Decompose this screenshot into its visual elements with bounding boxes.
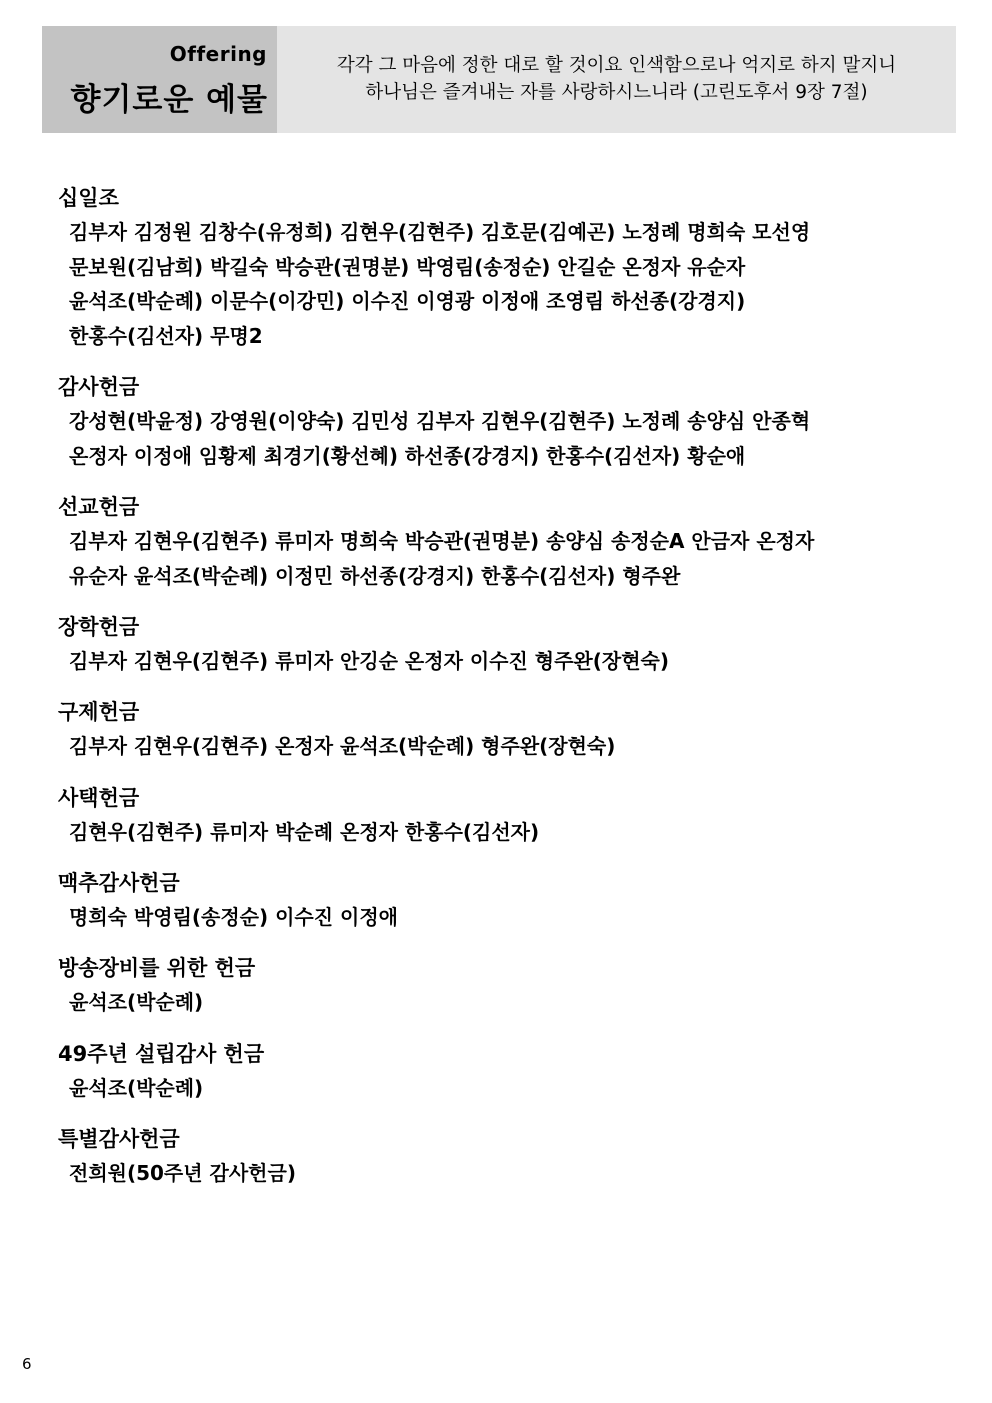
donor-list (58, 815, 928, 850)
donor-line: 김부자 김현우(김현주) 류미자 명희숙 박승관(권명분) 송양심 송정순A 안금자 온정자 (69, 529, 815, 553)
section-title: 장학헌금 (58, 615, 140, 639)
donor-list (58, 729, 928, 764)
donor-line: 윤석조(박순례) (69, 990, 204, 1014)
section-title: 선교헌금 (58, 495, 140, 519)
page-header (42, 26, 956, 133)
donor-line: 전희원(50주년 감사헌금) (69, 1161, 296, 1185)
header-title-english: Offering (169, 42, 267, 66)
header-title-korean: 향기로운 예물 (70, 82, 268, 118)
donor-list (58, 985, 928, 1020)
donor-line: 윤석조(박순례) (69, 1076, 204, 1100)
donor-line: 한홍수(김선자) 무명2 (69, 323, 263, 348)
donor-line: 명희숙 박영림(송정순) 이수진 이정애 (69, 905, 398, 929)
donor-line: 문보원(김남희) 박길숙 박승관(권명분) 박영림(송정순) 안길순 온정자 유순자 (69, 254, 746, 279)
section-broadcast-equipment (58, 951, 928, 1020)
section-scholarship (58, 610, 928, 679)
donor-list (58, 1071, 928, 1106)
donor-list (58, 1156, 928, 1191)
section-harvest-thanksgiving (58, 866, 928, 935)
section-title: 사택헌금 (58, 786, 140, 810)
donor-line: 김현우(김현주) 류미자 박순례 온정자 한홍수(김선자) (69, 820, 540, 844)
donor-list (58, 524, 928, 593)
section-title: 구제헌금 (58, 700, 140, 724)
section-title: 특별감사헌금 (58, 1127, 180, 1151)
section-title: 감사헌금 (58, 375, 140, 399)
donor-line: 김부자 김현우(김현주) 류미자 안깅순 온정자 이수진 형주완(장현숙) (69, 649, 669, 673)
donor-line: 온정자 이정애 임황제 최경기(황선혜) 하선종(강경지) 한홍수(김선자) 황순애 (69, 443, 746, 468)
donor-list (58, 644, 928, 679)
donor-line: 김부자 김현우(김현주) 온정자 윤석조(박순례) 형주완(장현숙) (69, 734, 616, 758)
section-anniversary (58, 1037, 928, 1106)
donor-list (58, 900, 928, 935)
section-title: 방송장비를 위한 헌금 (58, 956, 256, 980)
header-verse-line: 하나님은 즐겨내는 자를 사랑하시느니라 (고린도후서 9장 7절) (365, 82, 868, 103)
section-relief (58, 695, 928, 764)
section-title: 49주년 설립감사 헌금 (58, 1042, 265, 1066)
header-verse (277, 52, 956, 106)
donor-line: 김부자 김정원 김창수(유정희) 김현우(김현주) 김호문(김예곤) 노정례 명희숙 모선영 (69, 220, 811, 244)
donor-line: 강성현(박윤정) 강영원(이양숙) 김민성 김부자 김현우(김현주) 노정례 송양심 안종혁 (69, 409, 811, 433)
donor-line: 윤석조(박순례) 이문수(이강민) 이수진 이영광 이정애 조영림 하선종(강경지) (69, 289, 746, 313)
header-title-box (42, 26, 277, 133)
donor-list (58, 215, 928, 353)
section-title: 맥추감사헌금 (58, 871, 180, 895)
page-number: 6 (22, 1355, 32, 1373)
section-parsonage (58, 781, 928, 850)
section-special-thanksgiving (58, 1122, 928, 1191)
donor-line: 유순자 윤석조(박순례) 이정민 하선종(강경지) 한홍수(김선자) 형주완 (69, 563, 681, 588)
section-mission (58, 490, 928, 593)
section-tithe (58, 181, 928, 353)
section-thanksgiving (58, 370, 928, 473)
donor-list (58, 404, 928, 473)
header-verse-line: 각각 그 마음에 정한 대로 할 것이요 인색함으로나 억지로 하지 말지니 (336, 55, 897, 76)
section-title: 십일조 (58, 186, 119, 210)
